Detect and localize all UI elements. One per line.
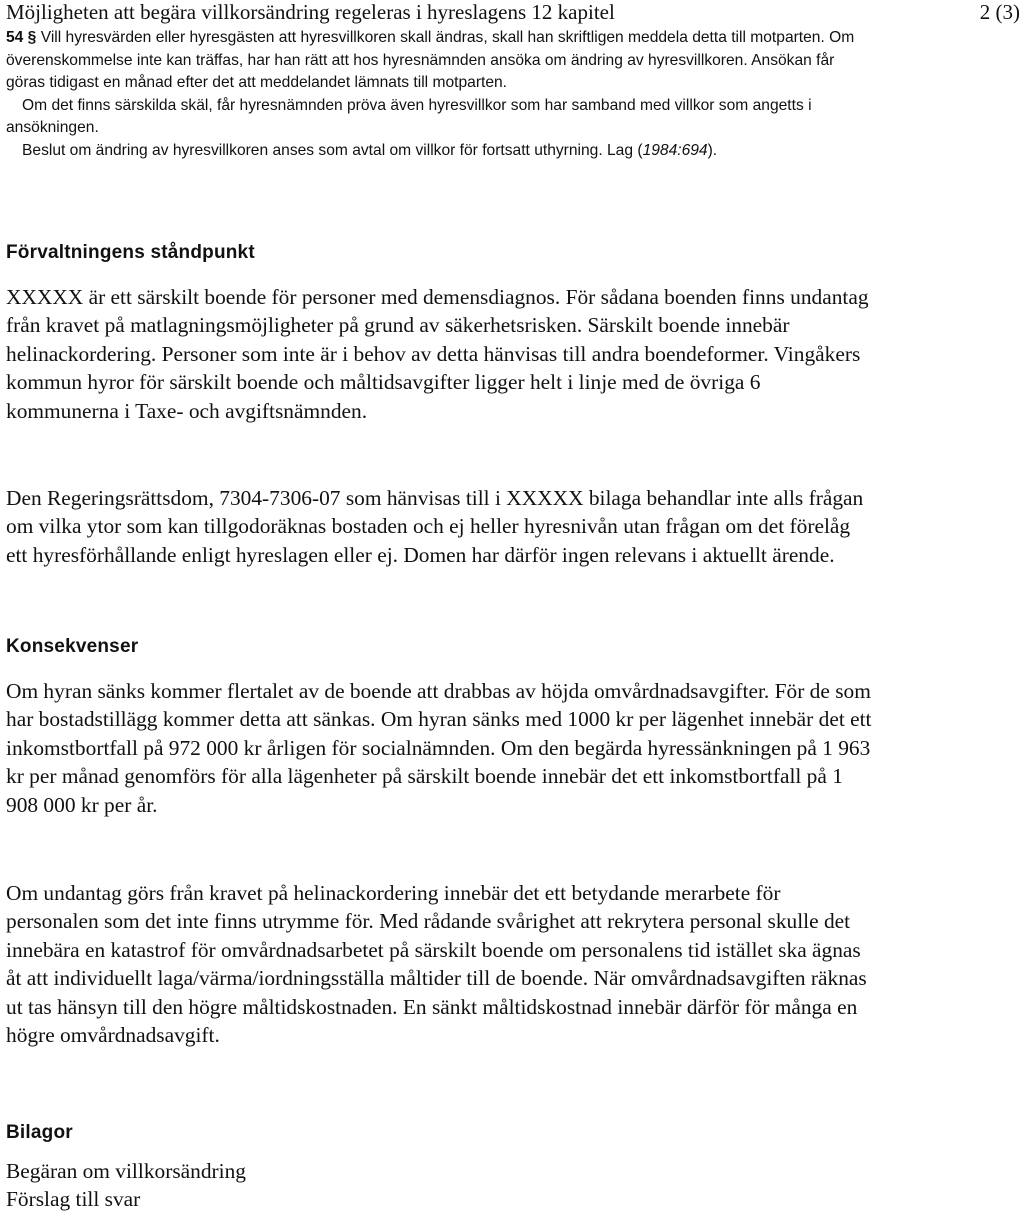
heading-attachments: Bilagor xyxy=(6,1122,73,1143)
position-paragraph-2-text: Den Regeringsrättsdom, 7304-7306-07 som hänvisas till i XXXXX bilaga behandlar inte alls frågan om vilka ytor som kan tillgodoräknas bostaden och ej heller hyresnivån utan frågan om det förelåg ett hyresförhållande enligt hyreslagen eller ej. Domen har därför ingen relevans i aktuellt ärende. xyxy=(6,486,864,567)
consequences-paragraph-2-text: Om undantag görs från kravet på helinackordering innebär det ett betydande merarbete för personalen som det inte finns utrymme för. Med rådande svårighet att rekrytera personal skulle det innebära en katastrof för omvårdnadsarbetet på särskilt boende om personalens tid istället ska ägnas åt att individuellt laga/värma/iordningsställa måltider till de boende. När omvårdnadsavgiften räknas ut tas hänsyn till den högre måltidskostnaden. En sänkt måltidskostnad innebär därför för många en högre omvårdnadsavgift. xyxy=(6,881,867,1048)
consequences-paragraph-2 xyxy=(6,879,876,1049)
law-excerpt xyxy=(6,27,856,163)
consequences-paragraph-1-text: Om hyran sänks kommer flertalet av de boende att drabbas av höjda omvårdnadsavgifter. För de som har bostadstillägg kommer detta att sänkas. Om hyran sänks med 1000 kr per lägenhet innebär det ett inkomstbortfall på 972 000 kr årligen för socialnämnden. Om den begärda hyressänkningen på 1 963 kr per månad genomförs för alla lägenheter på särskilt boende innebär det ett inkomstbortfall på 1 908 000 kr per år. xyxy=(6,679,872,817)
law-paragraph-1-text: Vill hyresvärden eller hyresgästen att hyresvillkoren skall ändras, skall han skriftligen meddela detta till motparten. Om överenskommelse inte kan träffas, har han rätt att hos hyresnämnden ansöka om ändring av hyresvillkoren. Ansökan får göras tidigast en månad efter det att meddelandet lämnats till motparten. xyxy=(6,29,855,92)
attachment-item: Förslag till svar xyxy=(6,1187,141,1212)
position-paragraph-2 xyxy=(6,484,876,569)
law-paragraph-3-end: ). xyxy=(707,141,718,159)
law-paragraph-3-text: Beslut om ändring av hyresvillkoren anses som avtal om villkor för fortsatt uthyrning. Lag ( xyxy=(22,141,643,159)
consequences-paragraph-1 xyxy=(6,677,876,819)
law-reference: 1984:694 xyxy=(642,141,708,159)
law-paragraph-3 xyxy=(6,140,856,163)
law-paragraph-1 xyxy=(6,27,856,95)
position-paragraph-1-text: XXXXX är ett särskilt boende för personer med demensdiagnos. För sådana boenden finns undantag från kravet på matlagningsmöjligheter på grund av säkerhetsrisken. Särskilt boende innebär helinackordering. Personer som inte är i behov av detta hänvisas till andra boendeformer. Vingåkers kommun hyror för särskilt boende och måltidsavgifter ligger helt i linje med de övriga 6 kommunerna i Taxe- och avgiftsnämnden. xyxy=(6,285,869,423)
chapter-reference-line: Möjligheten att begära villkorsändring regeleras i hyreslagens 12 kapitel xyxy=(6,0,615,24)
attachment-item: Begäran om villkorsändring xyxy=(6,1159,246,1183)
attachments-list xyxy=(6,1157,246,1214)
heading-position: Förvaltningens ståndpunkt xyxy=(6,242,255,263)
position-paragraph-1 xyxy=(6,283,876,425)
page-number: 2 (3) xyxy=(979,0,1020,24)
heading-consequences: Konsekvenser xyxy=(6,636,139,657)
section-label: 54 § xyxy=(6,29,37,46)
law-paragraph-2: Om det finns särskilda skäl, får hyresnämnden pröva även hyresvillkor som har samband med villkor som angetts i ansökningen. xyxy=(6,96,812,137)
